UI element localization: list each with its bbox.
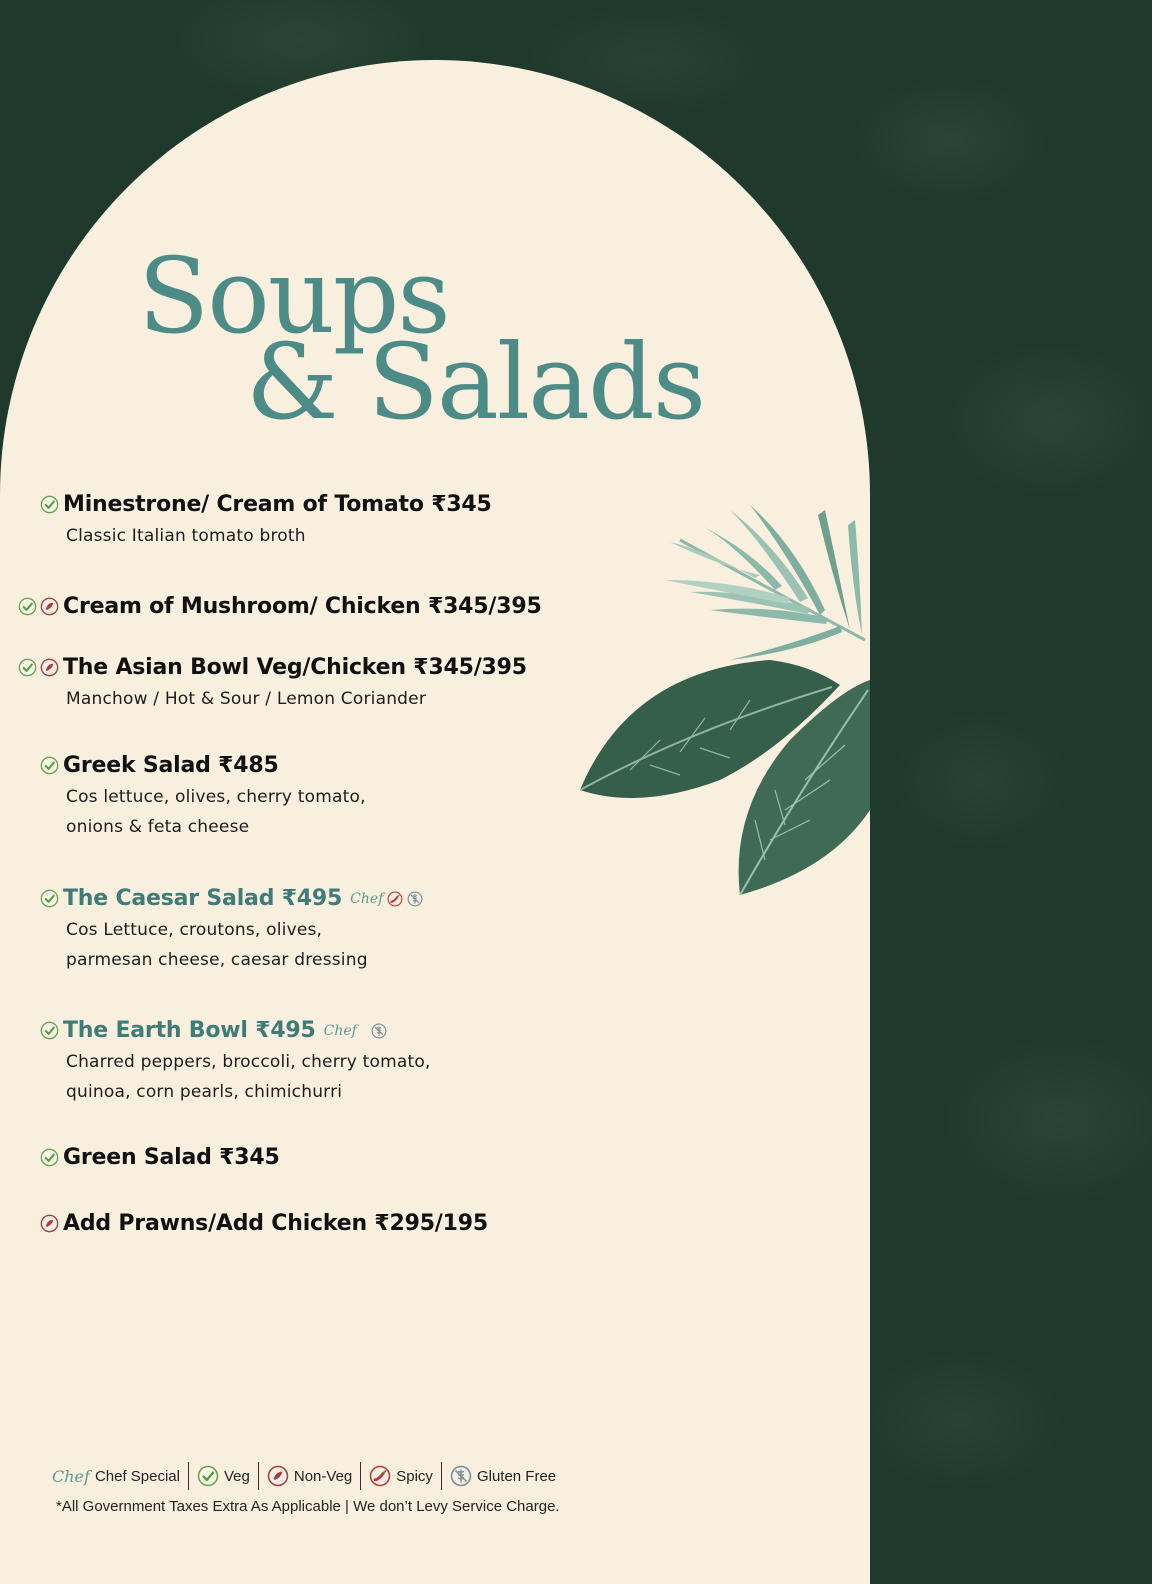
- item-name: Cream of Mushroom/ Chicken ₹345/395: [63, 594, 542, 619]
- non-veg-icon: [40, 1214, 59, 1233]
- item-description-line-2: parmesan cheese, caesar dressing: [66, 950, 368, 970]
- veg-icon: [18, 658, 37, 677]
- dark-leaves: [580, 660, 870, 895]
- fern-frond: [665, 505, 865, 660]
- menu-item: [40, 1211, 488, 1236]
- chef-special-icon: Chef: [52, 1466, 90, 1486]
- item-name: The Earth Bowl ₹495: [63, 1018, 316, 1043]
- legend-label: Gluten Free: [476, 1467, 557, 1485]
- gluten-free-icon: [371, 1023, 387, 1039]
- legend-label: Spicy: [396, 1467, 433, 1485]
- item-description-line-1: Charred peppers, broccoli, cherry tomato,: [66, 1052, 431, 1072]
- item-name: Minestrone/ Cream of Tomato ₹345: [63, 492, 492, 517]
- veg-icon: [40, 889, 59, 908]
- menu-item: [40, 1145, 280, 1170]
- menu-item: [40, 1018, 431, 1107]
- non-veg-icon: [267, 1465, 289, 1487]
- legend-label: Chef Special: [94, 1467, 180, 1485]
- legend-spicy: [361, 1465, 441, 1487]
- veg-icon: [40, 756, 59, 775]
- spicy-icon: [387, 891, 403, 907]
- veg-icon: [40, 1021, 59, 1040]
- page-title-line-2: & Salads: [246, 321, 705, 443]
- menu-item: [40, 886, 423, 975]
- veg-icon: [197, 1465, 219, 1487]
- item-name: The Asian Bowl Veg/Chicken ₹345/395: [63, 655, 527, 680]
- non-veg-icon: [40, 597, 59, 616]
- tax-note: *All Government Taxes Extra As Applicable | We don’t Levy Service Charge.: [56, 1498, 560, 1515]
- legend-chef-special: [52, 1467, 188, 1486]
- menu-item: [40, 753, 366, 842]
- item-name: Green Salad ₹345: [63, 1145, 280, 1170]
- chef-special-icon: Chef: [323, 1022, 357, 1039]
- leaf-illustration: [570, 490, 870, 900]
- menu-item: [18, 655, 527, 714]
- legend-label: Veg: [224, 1467, 250, 1485]
- chef-special-icon: Chef: [350, 890, 384, 907]
- item-description-line-1: Cos lettuce, olives, cherry tomato,: [66, 787, 366, 807]
- legend-veg: [189, 1465, 258, 1487]
- item-name: The Caesar Salad ₹495: [63, 886, 343, 911]
- gluten-free-icon: [407, 891, 423, 907]
- item-description-line-2: quinoa, corn pearls, chimichurri: [66, 1082, 343, 1102]
- legend-gluten-free: [442, 1465, 564, 1487]
- item-description-line-2: onions & feta cheese: [66, 817, 250, 837]
- menu-item: [40, 492, 492, 551]
- veg-icon: [18, 597, 37, 616]
- legend-non-veg: [259, 1465, 360, 1487]
- veg-icon: [40, 1148, 59, 1167]
- item-name: Greek Salad ₹485: [63, 753, 279, 778]
- non-veg-icon: [40, 658, 59, 677]
- gluten-free-icon: [450, 1465, 472, 1487]
- item-description: Classic Italian tomato broth: [66, 526, 306, 546]
- item-description: Manchow / Hot & Sour / Lemon Coriander: [66, 689, 427, 709]
- item-name: Add Prawns/Add Chicken ₹295/195: [63, 1211, 488, 1236]
- veg-icon: [40, 495, 59, 514]
- item-description-line-1: Cos Lettuce, croutons, olives,: [66, 920, 323, 940]
- menu-item: [18, 594, 542, 619]
- legend: [52, 1462, 564, 1490]
- spicy-icon: [369, 1465, 391, 1487]
- legend-label: Non-Veg: [293, 1467, 353, 1485]
- page-title-line-1: Soups: [138, 235, 449, 357]
